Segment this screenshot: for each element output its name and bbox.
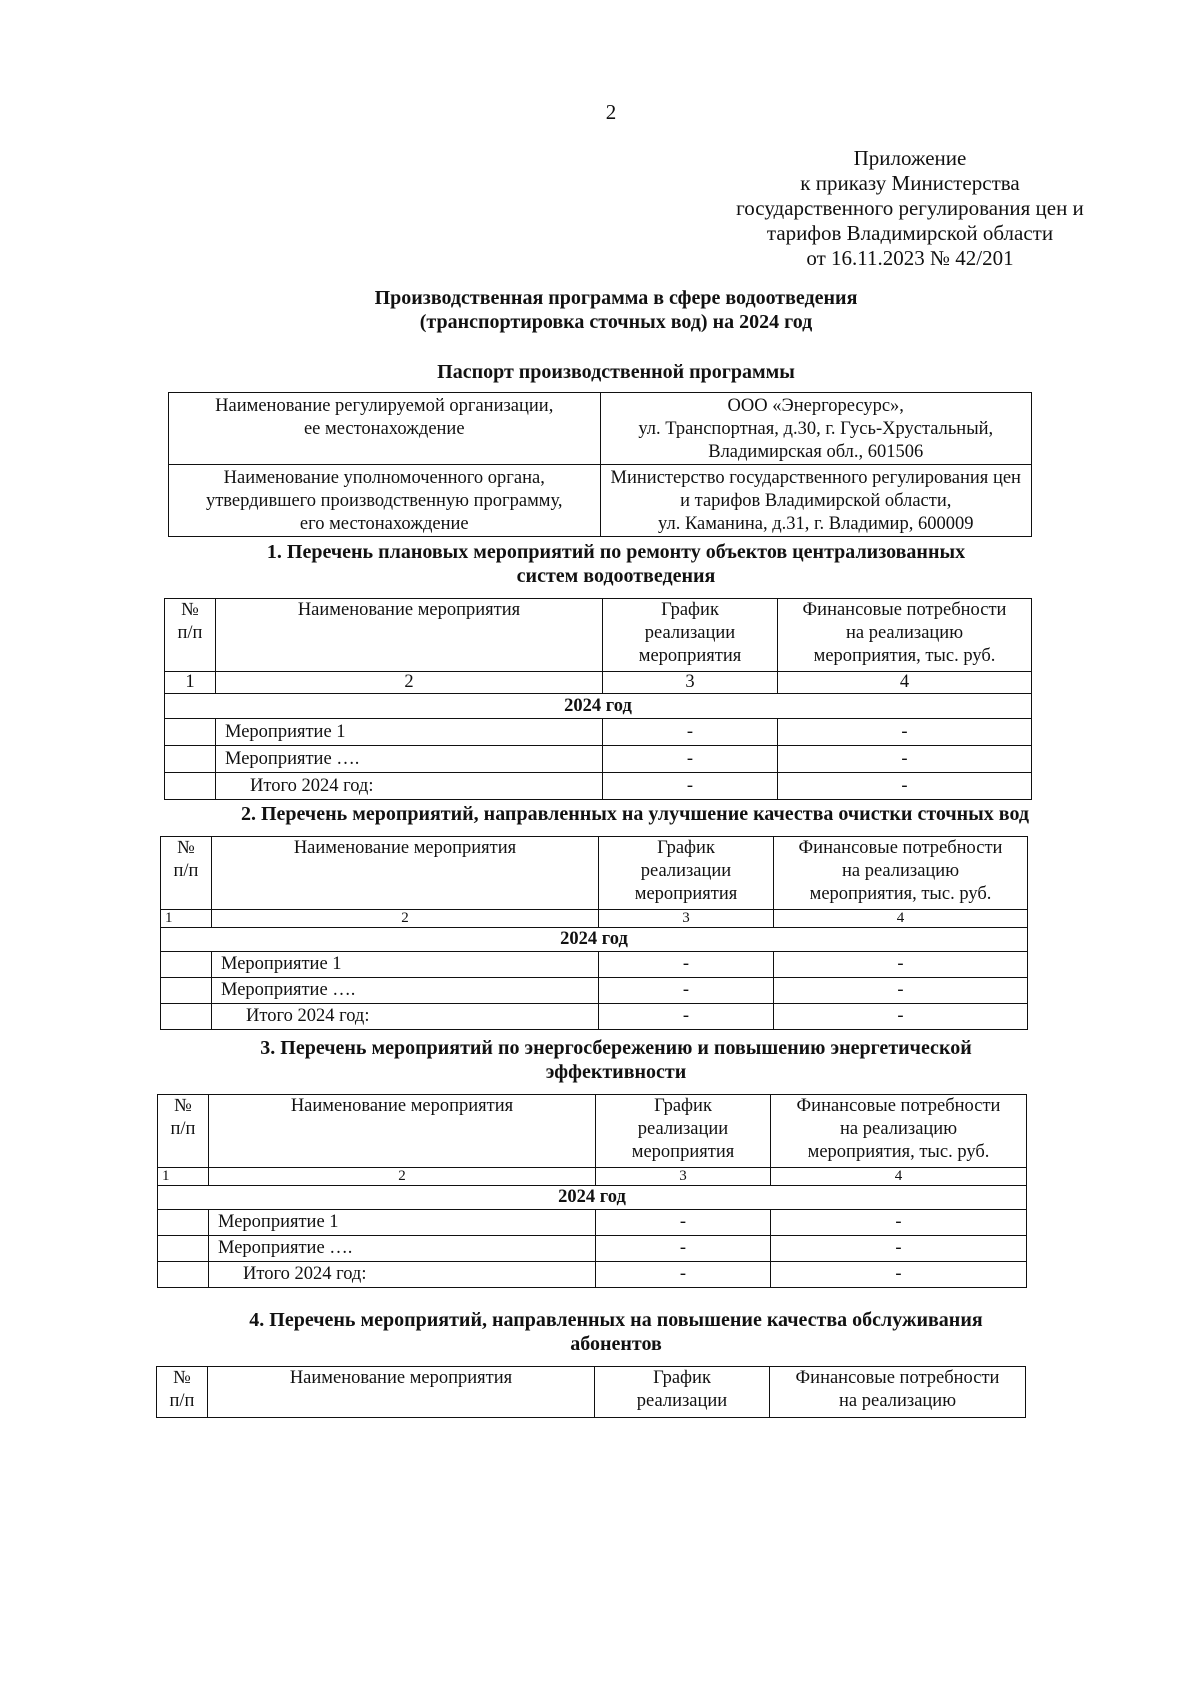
passport-value-line: и тарифов Владимирской области, <box>680 491 952 511</box>
passport-label-line: Наименование уполномоченного органа, <box>223 468 545 488</box>
col-header-num: № п/п <box>161 837 212 910</box>
row-finance: - <box>778 746 1032 773</box>
year-label: 2024 год <box>165 694 1032 719</box>
table-row <box>165 719 1032 746</box>
row-finance: - <box>778 719 1032 746</box>
passport-label-line: его местонахождение <box>299 514 469 534</box>
row-name: Мероприятие …. <box>212 978 599 1004</box>
col-header-num: № п/п <box>158 1095 209 1168</box>
year-label: 2024 год <box>158 1186 1027 1210</box>
row-num <box>165 773 216 800</box>
column-index: 3 <box>599 910 774 928</box>
table-row <box>161 952 1028 978</box>
column-index: 4 <box>774 910 1028 928</box>
table-row <box>158 1210 1027 1236</box>
col-header-finance: Финансовые потребности на реализацию мероприятия, тыс. руб. <box>774 837 1028 910</box>
column-index: 4 <box>771 1168 1027 1186</box>
row-name: Мероприятие …. <box>209 1236 596 1262</box>
section-2-heading <box>150 802 1120 826</box>
column-index: 1 <box>165 672 216 694</box>
passport-heading: Паспорт производственной программы <box>437 361 795 383</box>
col-header-schedule: График реализации мероприятия <box>596 1095 771 1168</box>
passport-label-line: утвердившего производственную программу, <box>205 491 563 511</box>
table-header-row <box>158 1095 1027 1168</box>
section-4-table <box>156 1366 1026 1418</box>
row-num <box>165 719 216 746</box>
row-name: Мероприятие 1 <box>209 1210 596 1236</box>
passport-row <box>169 465 1032 537</box>
column-index: 3 <box>603 672 778 694</box>
column-index: 4 <box>778 672 1032 694</box>
page-number: 2 <box>605 100 617 124</box>
table-row <box>158 1236 1027 1262</box>
section-4-heading-line-1: 4. Перечень мероприятий, направленных на повышение качества обслуживания <box>249 1309 983 1331</box>
row-schedule: - <box>599 1004 774 1030</box>
row-schedule: - <box>603 719 778 746</box>
col-header-name: Наименование мероприятия <box>209 1095 596 1168</box>
col-header-num: № п/п <box>157 1367 208 1418</box>
appendix-line-2: к приказу Министерства <box>800 171 1020 195</box>
section-3-heading-line-2: эффективности <box>545 1061 687 1083</box>
row-num <box>158 1210 209 1236</box>
section-1-table <box>164 598 1032 800</box>
column-index-row <box>165 672 1032 694</box>
row-num <box>161 952 212 978</box>
row-schedule: - <box>603 746 778 773</box>
row-num <box>161 978 212 1004</box>
table-header-row <box>165 599 1032 672</box>
section-3-heading <box>150 1036 1082 1084</box>
passport-value-line: Владимирская обл., 601506 <box>708 442 924 462</box>
row-name: Мероприятие 1 <box>216 719 603 746</box>
col-header-schedule: График реализации мероприятия <box>603 599 778 672</box>
row-schedule: - <box>596 1236 771 1262</box>
section-4-heading-line-2: абонентов <box>570 1333 662 1355</box>
year-row <box>165 694 1032 719</box>
row-num <box>158 1236 209 1262</box>
col-header-name: Наименование мероприятия <box>216 599 603 672</box>
passport-value-line: ул. Каманина, д.31, г. Владимир, 600009 <box>658 514 974 534</box>
row-num <box>158 1262 209 1288</box>
table-header-row <box>161 837 1028 910</box>
document-title-line-1: Производственная программа в сфере водоотведения <box>374 287 858 309</box>
year-row <box>161 928 1028 952</box>
section-2-heading-line-1: 2. Перечень мероприятий, направленных на улучшение качества очистки сточных вод <box>241 803 1029 825</box>
year-row <box>158 1186 1027 1210</box>
passport-label-line: ее местонахождение <box>303 419 465 439</box>
row-name: Мероприятие 1 <box>212 952 599 978</box>
row-schedule: - <box>603 773 778 800</box>
passport-label-cell <box>169 465 601 537</box>
row-finance: - <box>774 952 1028 978</box>
col-header-schedule: График реализации мероприятия <box>599 837 774 910</box>
document-title-line-2: (транспортировка сточных вод) на 2024 год <box>419 311 813 333</box>
column-index-row <box>161 910 1028 928</box>
row-finance: - <box>778 773 1032 800</box>
row-finance: - <box>771 1262 1027 1288</box>
column-index-row <box>158 1168 1027 1186</box>
passport-label-cell <box>169 393 601 465</box>
row-schedule: - <box>599 952 774 978</box>
passport-label-line: Наименование регулируемой организации, <box>215 396 554 416</box>
row-num <box>165 746 216 773</box>
row-schedule: - <box>596 1262 771 1288</box>
section-4-heading <box>150 1308 1082 1356</box>
row-num <box>161 1004 212 1030</box>
row-schedule: - <box>596 1210 771 1236</box>
column-index: 1 <box>161 910 212 928</box>
appendix-line-1: Приложение <box>853 146 967 170</box>
passport-value-cell <box>600 465 1032 537</box>
table-total-row <box>158 1262 1027 1288</box>
col-header-num: № п/п <box>165 599 216 672</box>
row-finance: - <box>771 1210 1027 1236</box>
passport-table <box>168 392 1032 537</box>
col-header-finance: Финансовые потребности на реализацию <box>770 1367 1026 1418</box>
column-index: 2 <box>209 1168 596 1186</box>
appendix-line-3: государственного регулирования цен и <box>736 196 1084 220</box>
appendix-line-5: от 16.11.2023 № 42/201 <box>806 246 1014 270</box>
col-header-name: Наименование мероприятия <box>212 837 599 910</box>
column-index: 2 <box>212 910 599 928</box>
col-header-finance: Финансовые потребности на реализацию мероприятия, тыс. руб. <box>778 599 1032 672</box>
row-finance: - <box>774 1004 1028 1030</box>
table-row <box>161 978 1028 1004</box>
document-title <box>150 286 1082 334</box>
table-header-row <box>157 1367 1026 1418</box>
row-finance: - <box>771 1236 1027 1262</box>
section-1-heading-line-1: 1. Перечень плановых мероприятий по ремонту объектов централизованных <box>266 541 966 563</box>
table-total-row <box>161 1004 1028 1030</box>
column-index: 3 <box>596 1168 771 1186</box>
section-3-heading-line-1: 3. Перечень мероприятий по энергосбережению и повышению энергетической <box>260 1037 972 1059</box>
table-row <box>165 746 1032 773</box>
row-finance: - <box>774 978 1028 1004</box>
row-name: Итого 2024 год: <box>209 1262 596 1288</box>
col-header-finance: Финансовые потребности на реализацию мероприятия, тыс. руб. <box>771 1095 1027 1168</box>
row-name: Итого 2024 год: <box>216 773 603 800</box>
passport-value-cell <box>600 393 1032 465</box>
column-index: 1 <box>158 1168 209 1186</box>
year-label: 2024 год <box>161 928 1028 952</box>
appendix-line-4: тарифов Владимирской области <box>766 221 1054 245</box>
section-3-table <box>157 1094 1027 1288</box>
section-1-heading <box>150 540 1082 588</box>
appendix-block <box>700 146 1120 271</box>
row-schedule: - <box>599 978 774 1004</box>
col-header-name: Наименование мероприятия <box>208 1367 595 1418</box>
passport-value-line: ООО «Энергоресурс», <box>727 396 904 416</box>
row-name: Итого 2024 год: <box>212 1004 599 1030</box>
row-name: Мероприятие …. <box>216 746 603 773</box>
passport-value-line: ул. Транспортная, д.30, г. Гусь-Хрустальный, <box>638 419 994 439</box>
section-2-table <box>160 836 1028 1030</box>
column-index: 2 <box>216 672 603 694</box>
col-header-schedule: График реализации <box>595 1367 770 1418</box>
passport-value-line: Министерство государственного регулирования цен <box>610 468 1021 488</box>
section-1-heading-line-2: систем водоотведения <box>516 565 716 587</box>
passport-row <box>169 393 1032 465</box>
table-total-row <box>165 773 1032 800</box>
